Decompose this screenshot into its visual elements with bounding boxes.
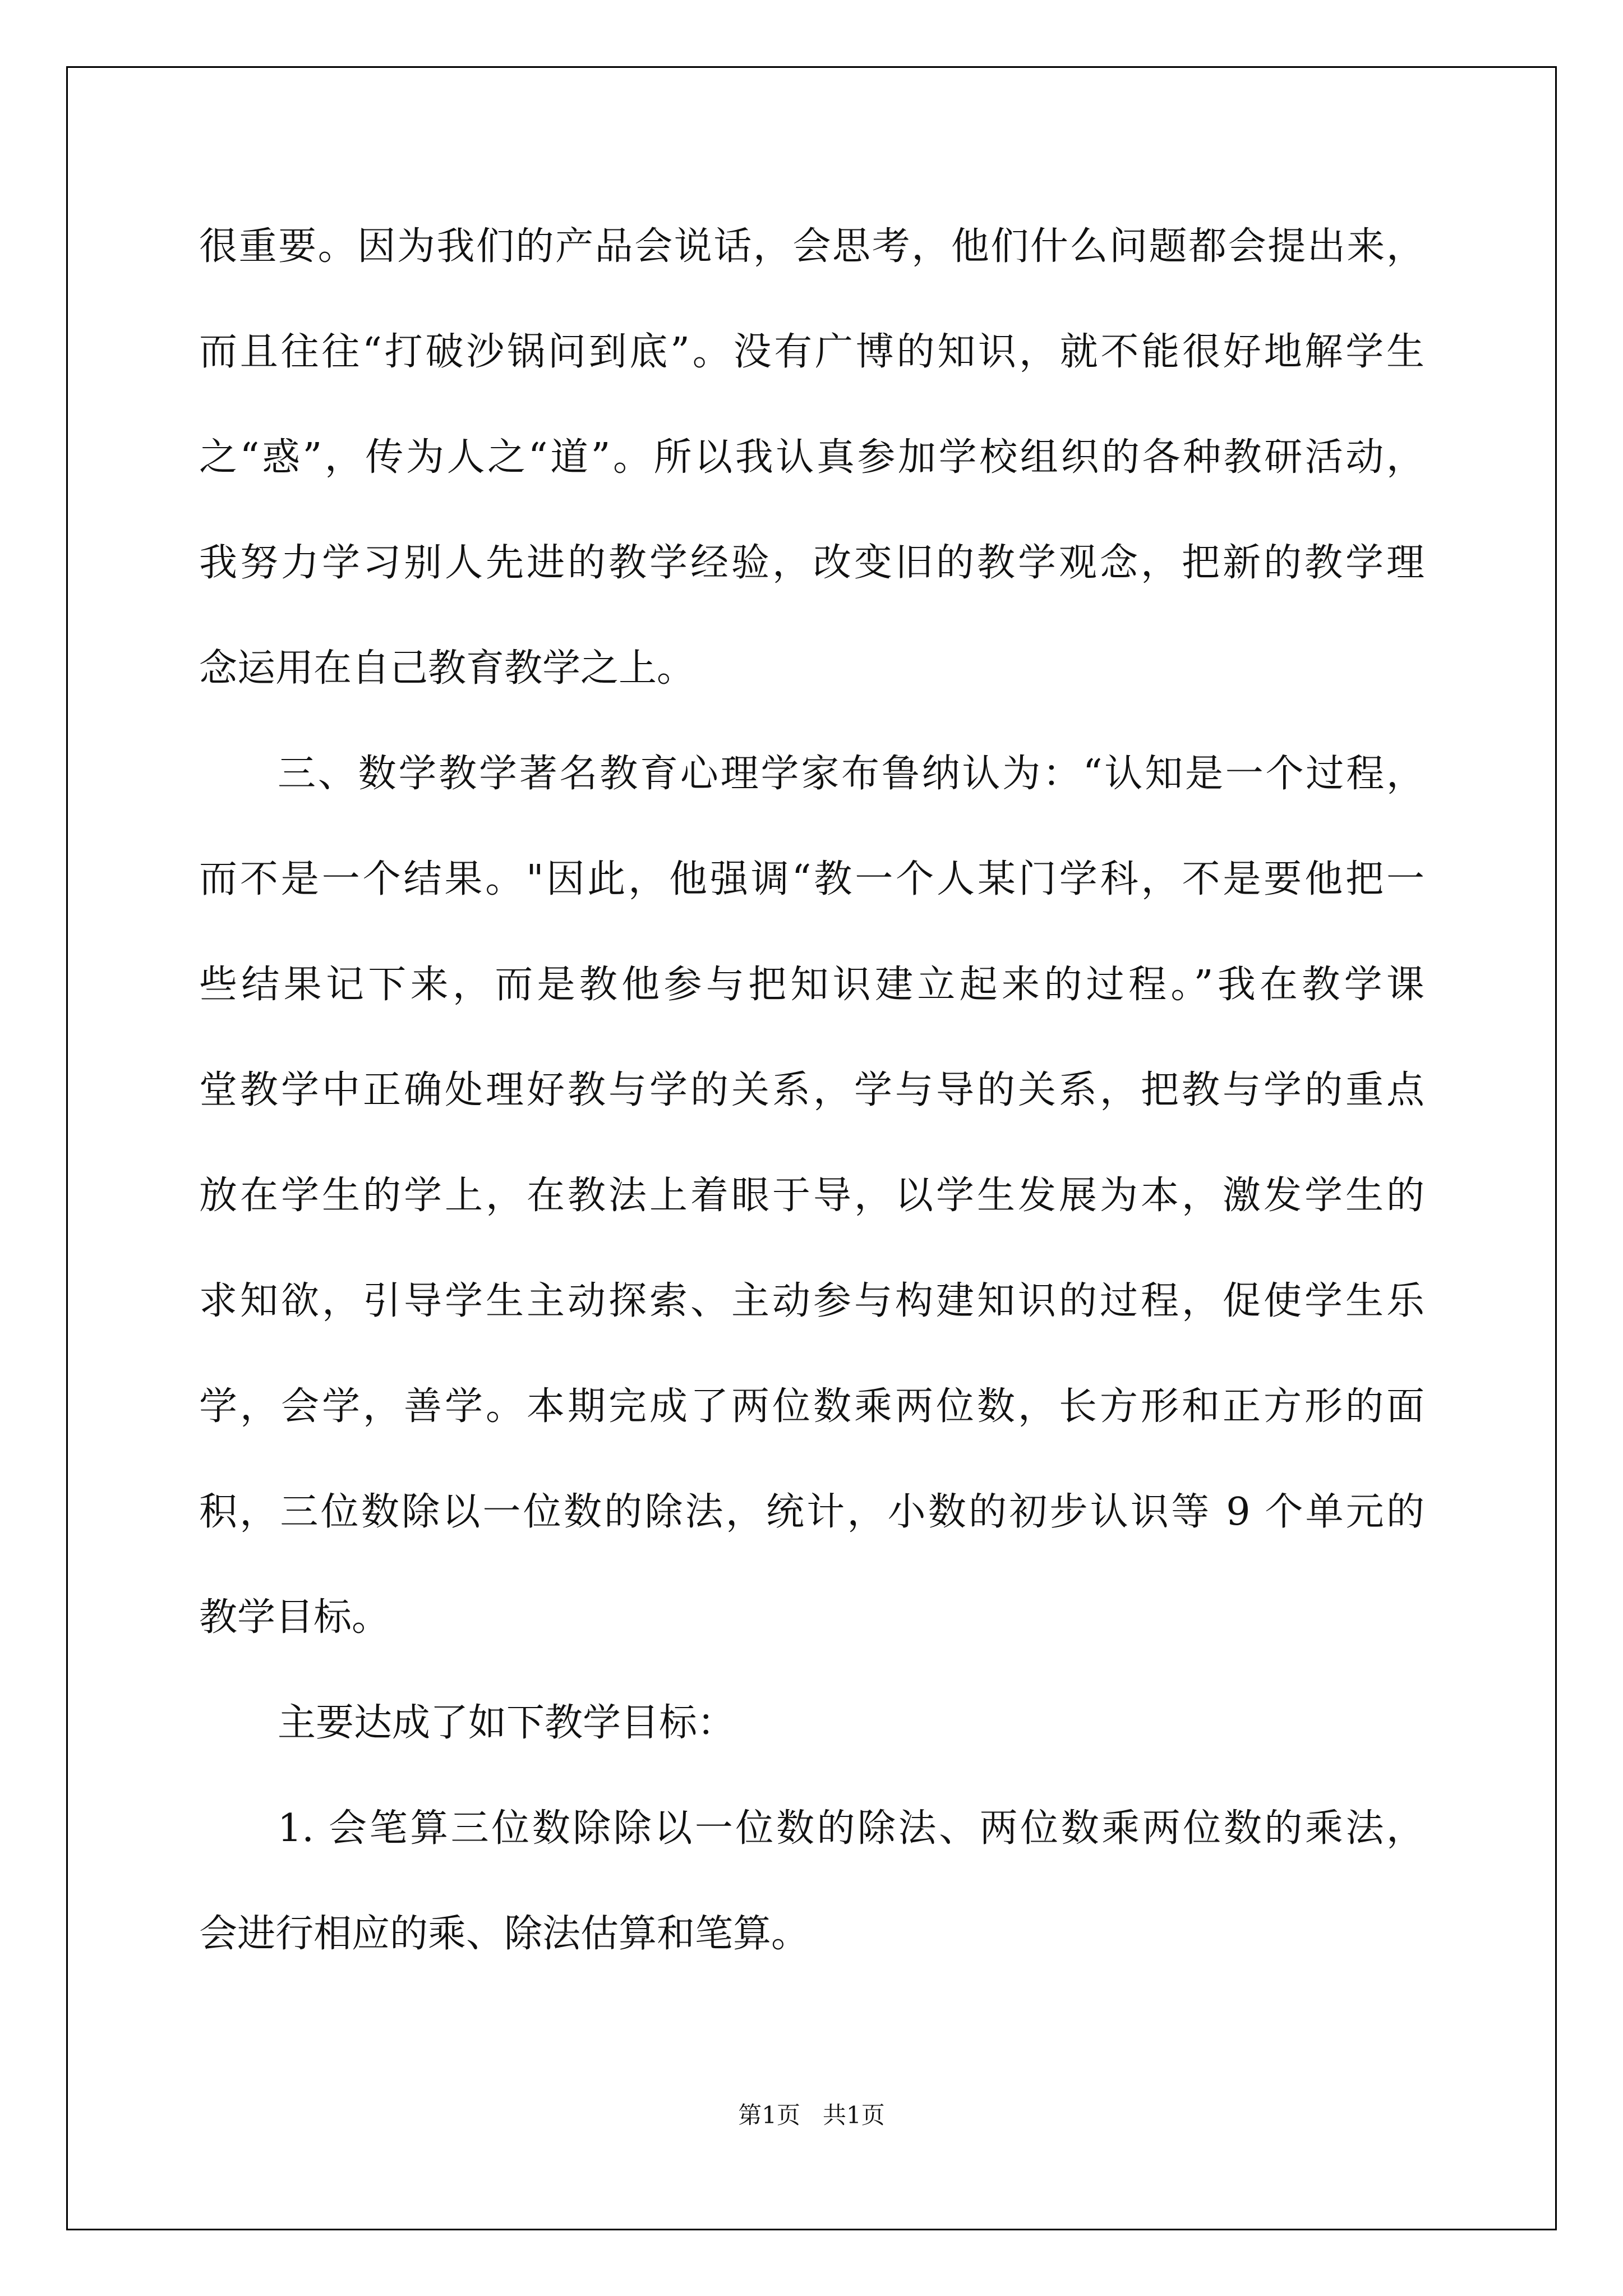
text-line: 放在学生的学上，在教法上着眼于导，以学生发展为本，激发学生的 xyxy=(199,1174,1424,1218)
text-line: 主要达成了如下教学目标： xyxy=(278,1701,736,1745)
text-line: 而不是一个结果。"因此，他强调“教一个人某门学科，不是要他把一 xyxy=(199,857,1424,901)
document-body xyxy=(199,194,1424,1987)
text-line: 求知欲，引导学生主动探索、主动参与构建知识的过程，促使学生乐 xyxy=(199,1279,1424,1323)
text-line: 很重要。因为我们的产品会说话，会思考，他们什么问题都会提出来， xyxy=(199,224,1424,269)
text-line: 积，三位数除以一位数的除法，统计，小数的初步认识等 9 个单元的 xyxy=(199,1490,1424,1534)
page-footer: 第1页 共1页 xyxy=(738,2101,885,2129)
text-line: 而且往往“打破沙锅问到底”。没有广博的知识，就不能很好地解学生 xyxy=(199,330,1424,374)
text-line: 之“惑”，传为人之“道”。所以我认真参加学校组织的各种教研活动， xyxy=(199,435,1424,480)
text-line: 会进行相应的乘、除法估算和笔算。 xyxy=(199,1912,810,1956)
text-line: 我努力学习别人先进的教学经验，改变旧的教学观念，把新的教学理 xyxy=(199,541,1424,585)
text-line: 念运用在自己教育教学之上。 xyxy=(199,646,695,691)
text-line: 学，会学，善学。本期完成了两位数乘两位数，长方形和正方形的面 xyxy=(199,1384,1424,1429)
text-line: 教学目标。 xyxy=(199,1595,390,1640)
text-line: 三、数学教学著名教育心理学家布鲁纳认为：“认知是一个过程， xyxy=(278,752,1424,796)
text-line: 些结果记下来，而是教他参与把知识建立起来的过程。”我在教学课 xyxy=(199,963,1424,1007)
text-line: 1. 会笔算三位数除除以一位数的除法、两位数乘两位数的乘法， xyxy=(278,1806,1424,1851)
text-line: 堂教学中正确处理好教与学的关系，学与导的关系，把教与学的重点 xyxy=(199,1068,1424,1112)
